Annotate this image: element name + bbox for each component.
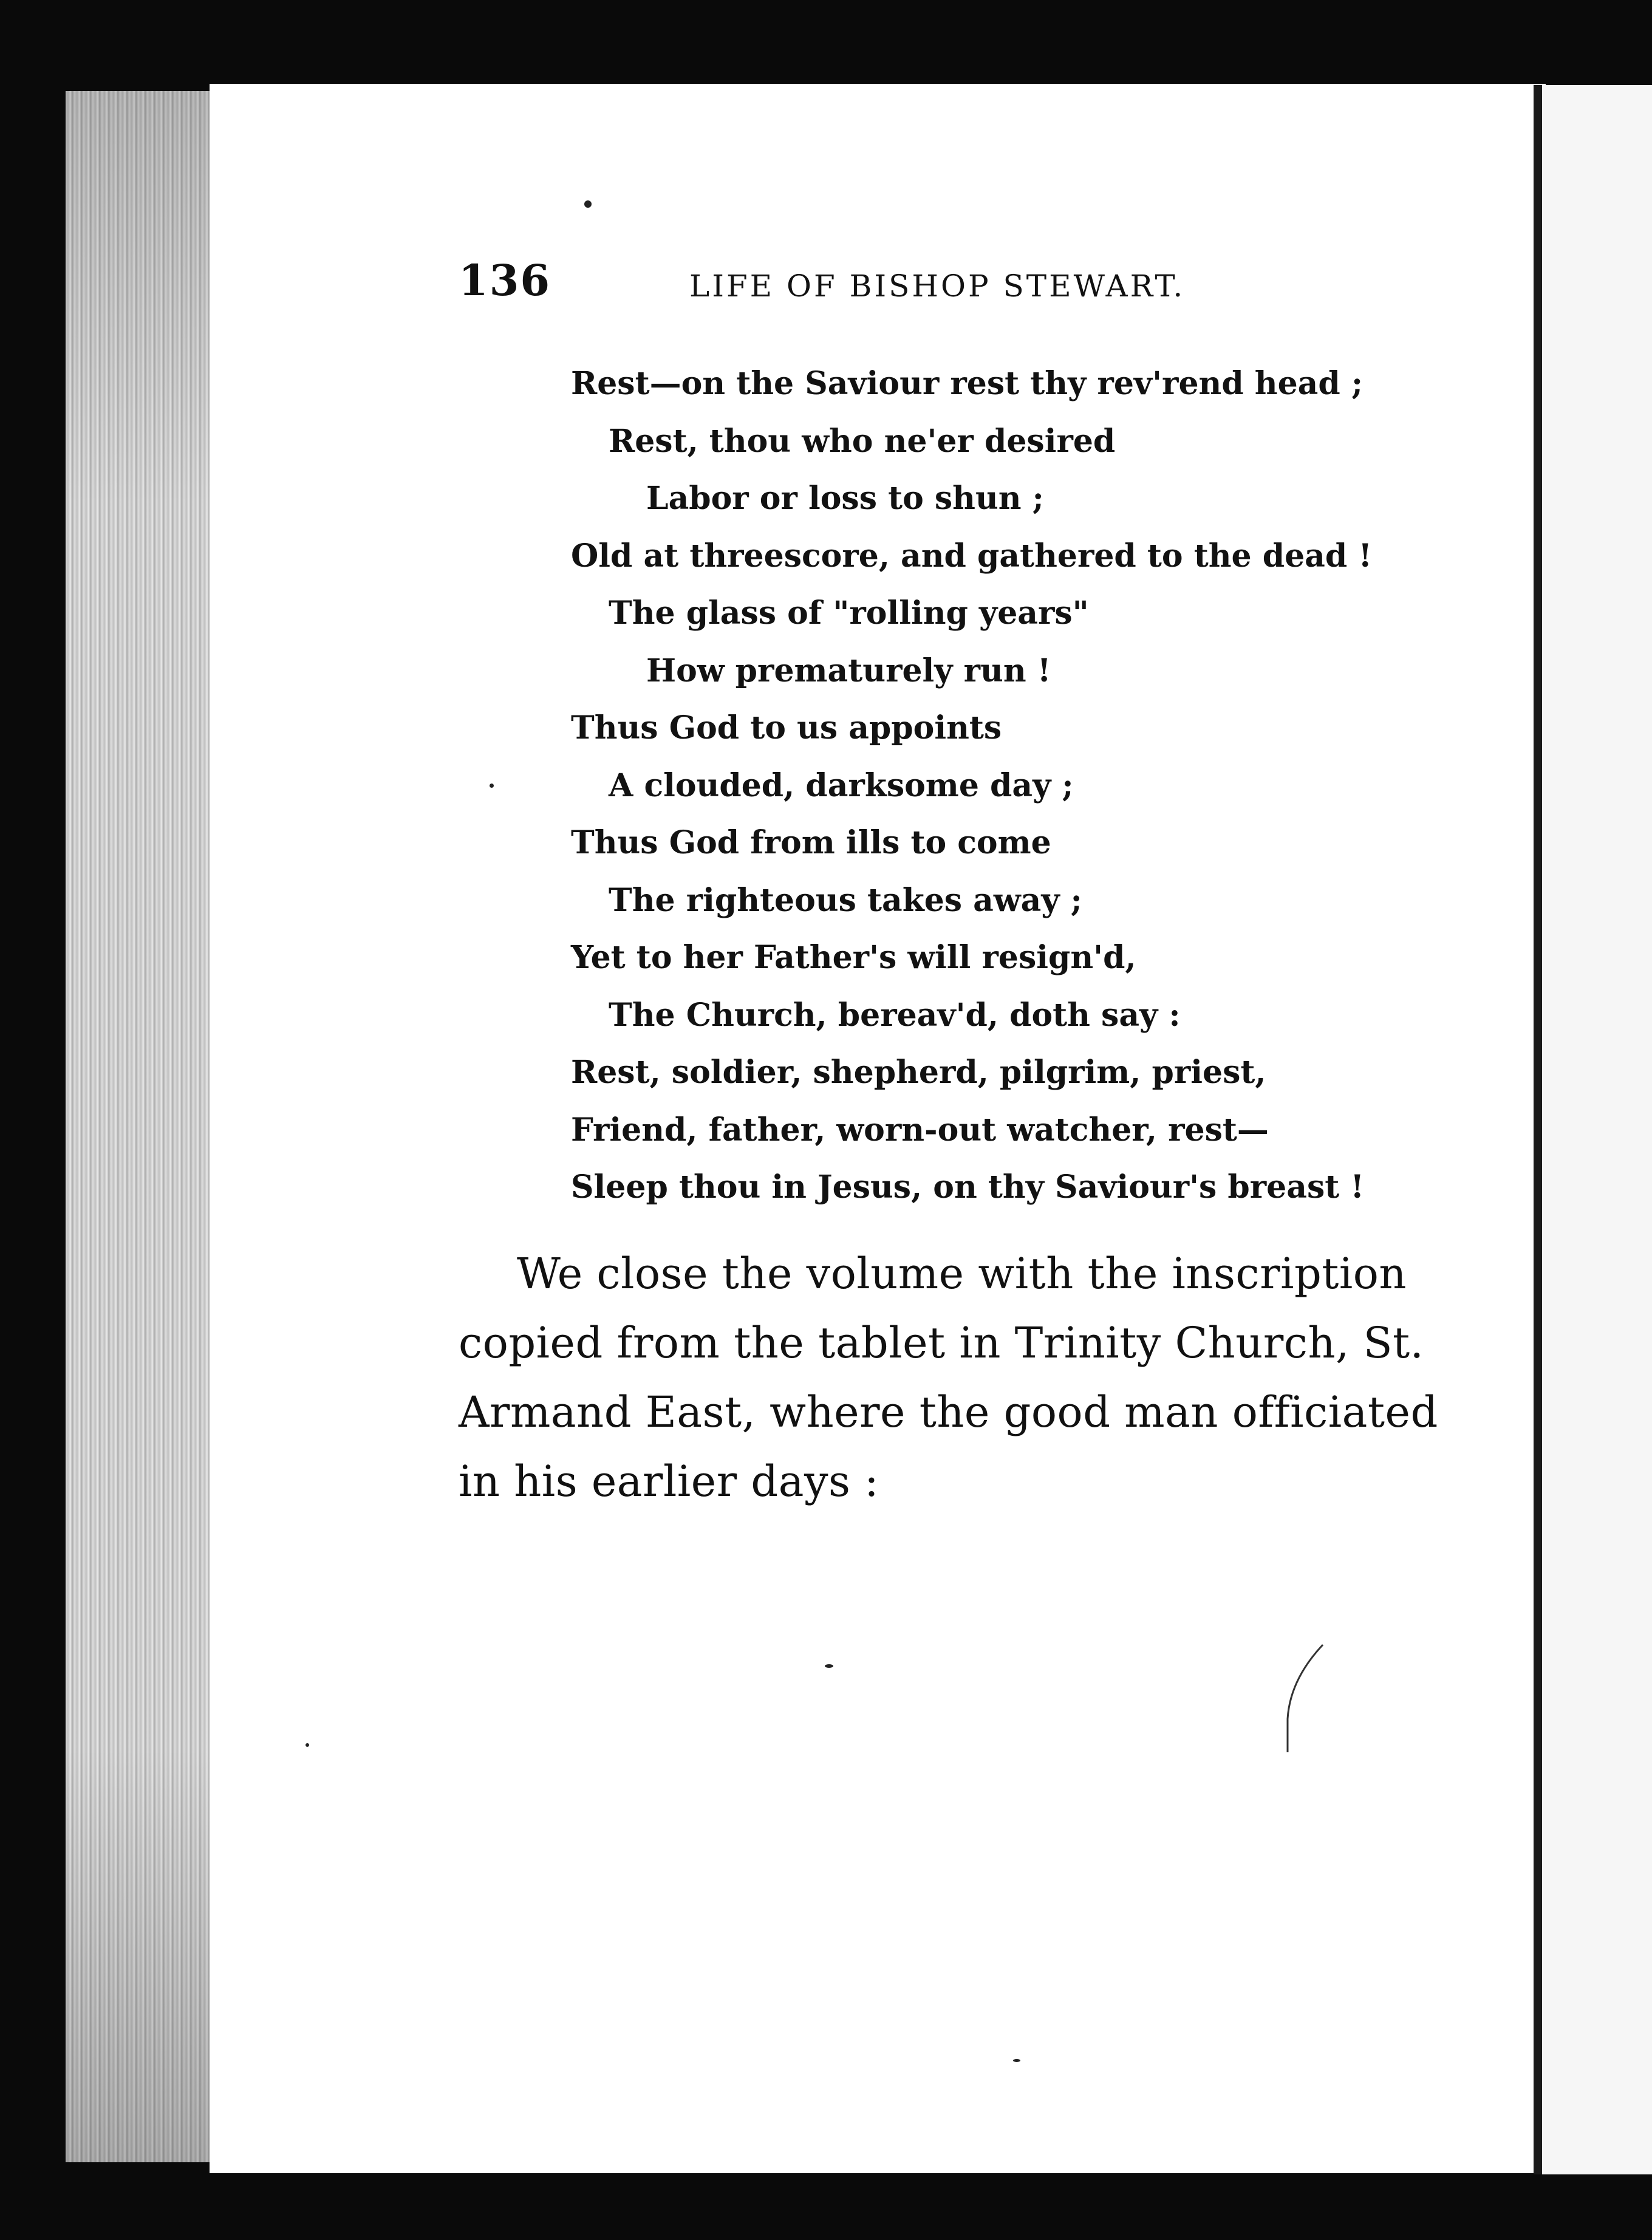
poem-line: A clouded, darksome day ; (609, 767, 1074, 804)
body-paragraph (459, 1239, 1442, 1516)
poem-line: The righteous takes away ; (609, 881, 1082, 919)
paragraph-line: copied from the tablet in Trinity Church, St. (459, 1318, 1424, 1368)
page-gutter (1534, 85, 1542, 2174)
poem-line: Labor or loss to shun ; (646, 480, 1044, 517)
paragraph-line: in his earlier days : (459, 1456, 879, 1506)
paragraph-line: Armand East, where the good man officiated (459, 1387, 1438, 1437)
book-page-edges (66, 91, 217, 2162)
poem-line: The glass of "rolling years" (609, 595, 1089, 632)
poem-line: Thus God to us appoints (571, 709, 1002, 746)
poem-line: Rest—on the Saviour rest thy rev'rend head ; (571, 365, 1364, 402)
scan-speck (305, 1743, 309, 1747)
scan-speck (1013, 2059, 1020, 2062)
running-head: LIFE OF BISHOP STEWART. (689, 268, 1186, 304)
poem-line: Yet to her Father's will resign'd, (571, 939, 1136, 976)
poem-line: Rest, soldier, shepherd, pilgrim, priest, (571, 1054, 1266, 1091)
page-number: 136 (459, 255, 551, 306)
poem-line: Sleep thou in Jesus, on thy Saviour's breast ! (571, 1169, 1365, 1206)
poem-line: Friend, father, worn-out watcher, rest— (571, 1111, 1269, 1149)
scan-speck (584, 200, 592, 208)
facing-page-edge (1542, 85, 1652, 2174)
scan-speck (490, 784, 494, 788)
page-header (459, 255, 1230, 310)
paragraph-line: We close the volume with the inscription (517, 1249, 1407, 1299)
poem-line: How prematurely run ! (646, 652, 1051, 689)
poem-line: The Church, bereav'd, doth say : (609, 996, 1181, 1034)
scan-speck (825, 1664, 833, 1668)
poem (571, 355, 1421, 1217)
pencil-mark (1280, 1640, 1329, 1755)
poem-line: Old at threescore, and gathered to the dead ! (571, 537, 1373, 575)
poem-line: Thus God from ills to come (571, 824, 1051, 861)
poem-line: Rest, thou who ne'er desired (609, 422, 1116, 460)
